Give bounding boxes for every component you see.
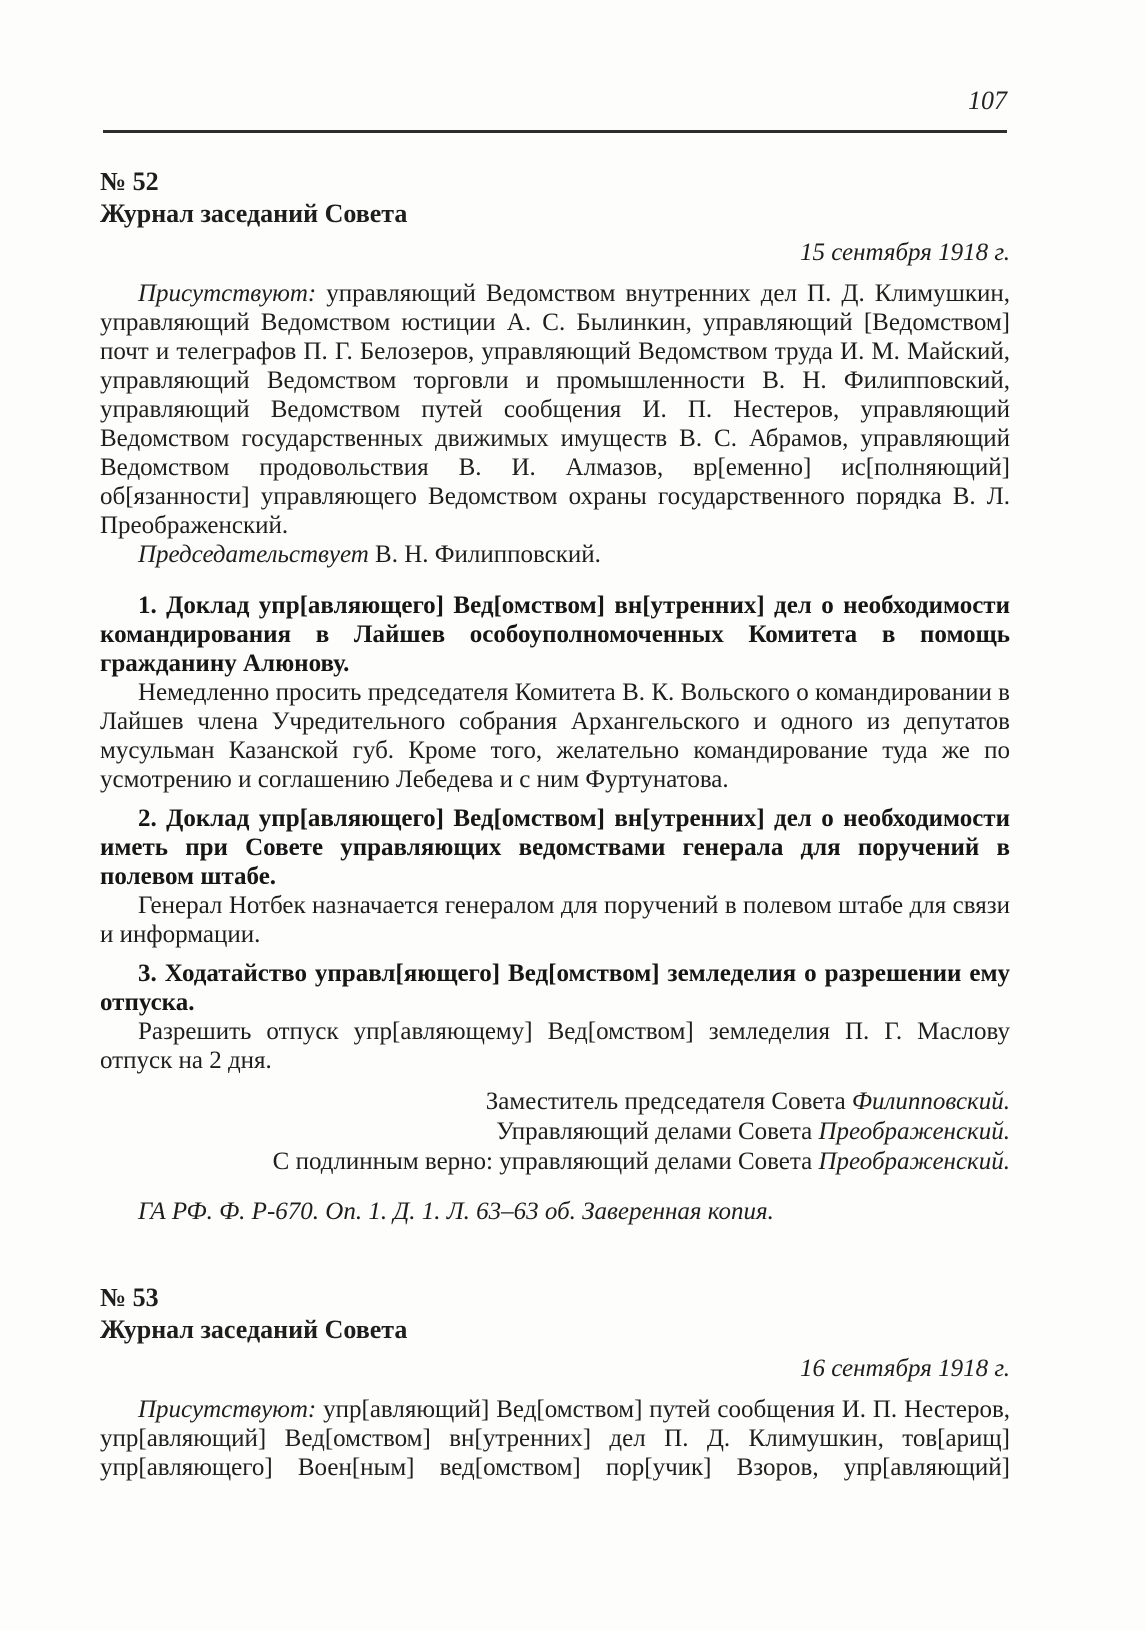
- signature-name: Преображенский.: [818, 1148, 1010, 1175]
- page-number: 107: [968, 86, 1007, 115]
- header-rule: [103, 130, 1007, 133]
- entry-number: № 52: [100, 167, 159, 196]
- entry-title: Журнал заседаний Совета: [100, 199, 408, 228]
- attendees-paragraph: [100, 1395, 1010, 1482]
- chairman-label: Председательствует: [138, 541, 369, 568]
- attendees-paragraph: [100, 279, 1010, 540]
- agenda-item-3-resolution: Разрешить отпуск упр[авляющему] Вед[омством] земледелия П. Г. Маслову отпуск на 2 дня.: [100, 1018, 1010, 1074]
- page-content: [100, 166, 1010, 1482]
- entry-date: 15 сентября 1918 г.: [799, 239, 1010, 266]
- signature-block: [100, 1087, 1010, 1177]
- signature-line: [100, 1117, 1010, 1147]
- attendees-label: Присутствуют:: [138, 280, 317, 307]
- signature-name: Преображенский.: [818, 1118, 1010, 1145]
- journal-entry-52: [100, 166, 1010, 1226]
- entry-title: Журнал заседаний Совета: [100, 1315, 408, 1344]
- signature-role: С подлинным верно: управляющий делами Совета: [272, 1148, 819, 1175]
- entry-date: 16 сентября 1918 г.: [799, 1355, 1010, 1382]
- signature-role: Управляющий делами Совета: [496, 1118, 819, 1145]
- journal-entry-53: [100, 1282, 1010, 1482]
- attendees-text: управляющий Ведомством внутренних дел П. Д. Климушкин, управляющий Ведомством юстиции А. С. Былинкин, управляющий [Ведомством] почт и телеграфов П. Г. Белозеров, управляющий Ведомством труда И. М. Майский, управляющий Ведомством торговли и промышленности В. Н. Филипповский, управляющий Ведомством путей сообщения И. П. Нестеров, управляющий Ведомством государственных движимых имуществ В. С. Абрамов, управляющий Ведомством продовольствия В. И. Алмазов, вр[еменно] ис[полняющий] об[язанности] управляющего Ведомством охраны государственного порядка В. Л. Преображенский.: [100, 280, 1010, 539]
- agenda-item-2-heading: 2. Доклад упр[авляющего] Вед[омством] вн[утренних] дел о необходимости иметь при Совете управляющих ведомствами генерала для поручений в полевом штабе.: [100, 805, 1010, 890]
- archive-citation: ГА РФ. Ф. Р-670. Оп. 1. Д. 1. Л. 63–63 об. Заверенная копия.: [138, 1198, 774, 1225]
- signature-line: [100, 1147, 1010, 1177]
- agenda-item-2-resolution: Генерал Нотбек назначается генералом для поручений в полевом штабе для связи и информации.: [100, 892, 1010, 948]
- signature-role: Заместитель председателя Совета: [485, 1088, 852, 1115]
- agenda-item-3-heading: 3. Ходатайство управл[яющего] Вед[омством] земледелия о разрешении ему отпуска.: [100, 960, 1010, 1016]
- agenda-item-1-heading: 1. Доклад упр[авляющего] Вед[омством] вн[утренних] дел о необходимости командирования в Лайшев особоуполномоченных Комитета в помощь гражданину Алюнову.: [100, 592, 1010, 677]
- entry-number: № 53: [100, 1283, 159, 1312]
- signature-name: Филипповский.: [851, 1088, 1010, 1115]
- chairman-name: В. Н. Филипповский.: [368, 541, 601, 568]
- attendees-text: упр[авляющий] Вед[омством] путей сообщения И. П. Нестеров, упр[авляющий] Вед[омством] вн[утренних] дел П. Д. Климушкин, тов[арищ] упр[авляющего] Воен[ным] вед[омством] пор[учик] Взоров, упр[авляющий]: [100, 1396, 1010, 1481]
- signature-line: [100, 1087, 1010, 1117]
- agenda-item-1-resolution: Немедленно просить председателя Комитета В. К. Вольского о командировании в Лайшев члена Учредительного собрания Архангельского и одного из депутатов мусульман Казанской губ. Кроме того, желательно командирование туда же по усмотрению и соглашению Лебедева и с ним Фуртунатова.: [100, 679, 1010, 793]
- attendees-label: Присутствуют:: [138, 1396, 317, 1423]
- chairman-line: [100, 540, 1010, 569]
